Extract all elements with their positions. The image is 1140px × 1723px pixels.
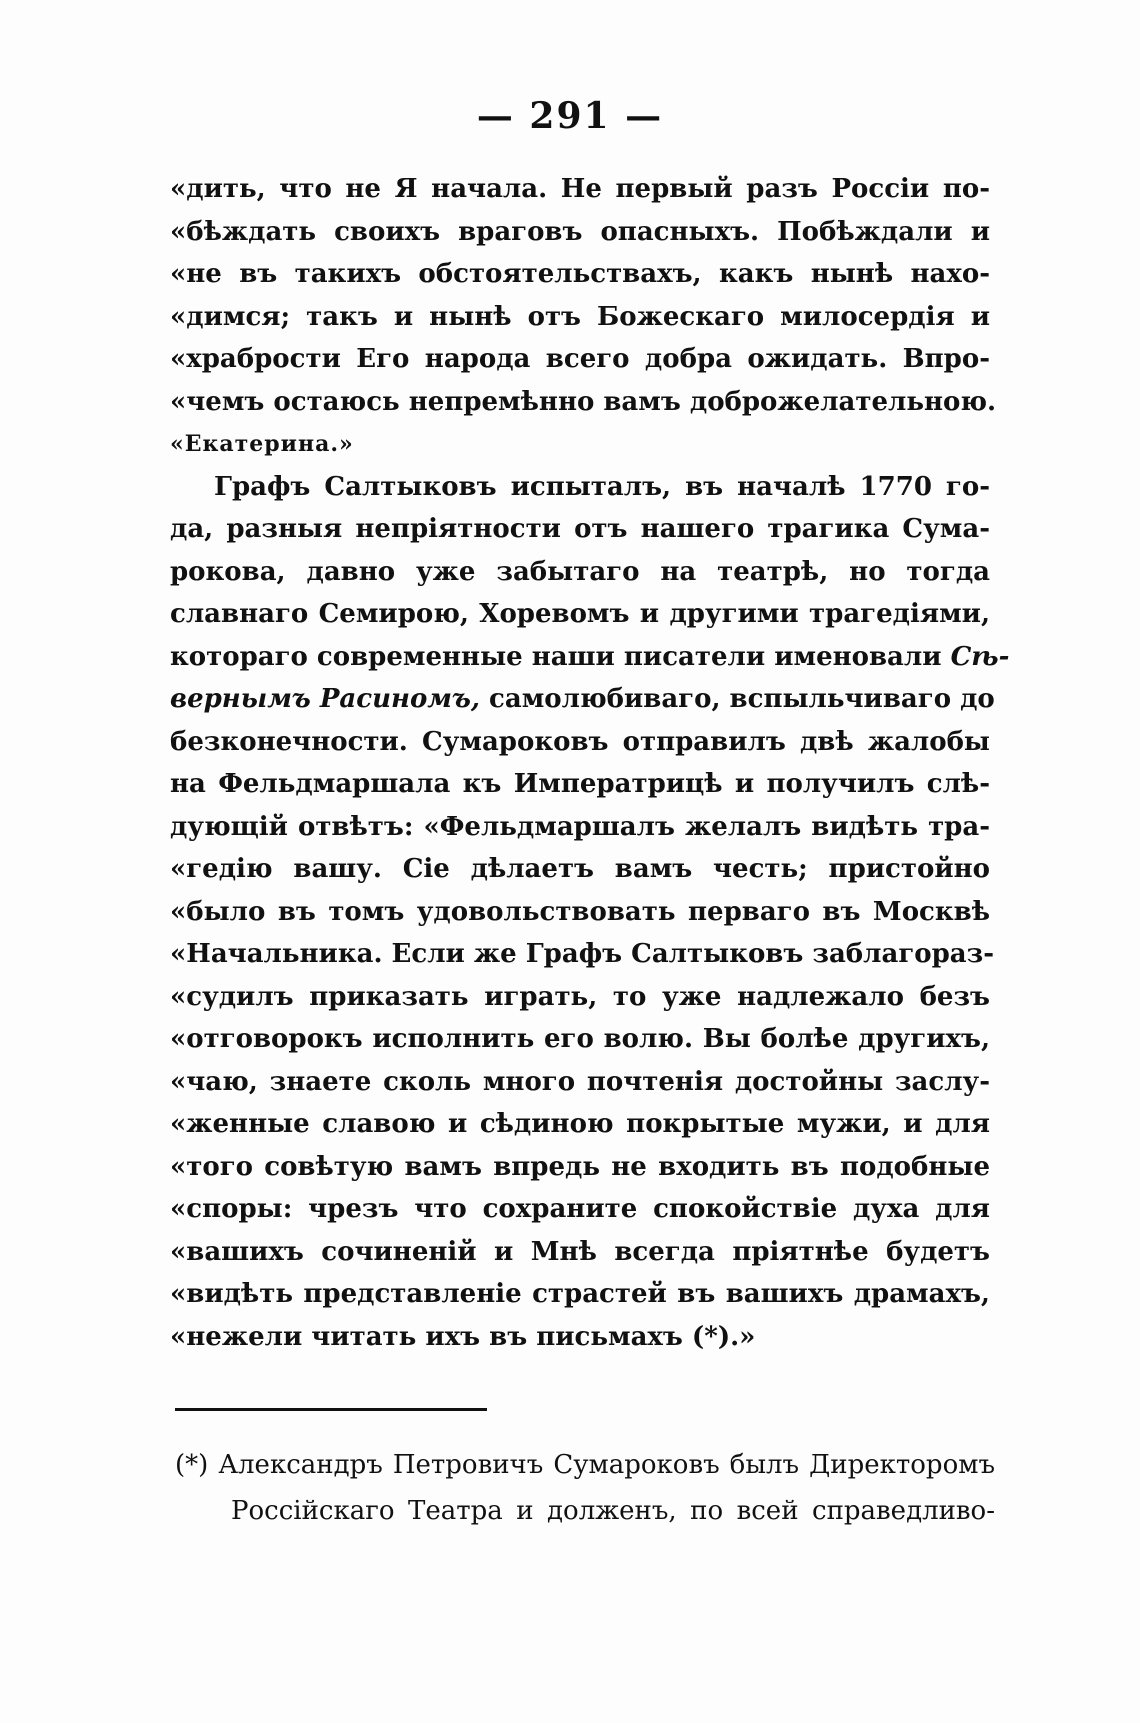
text-line: безконечности. Сумароковъ отправилъ двѣ жалобы: [170, 726, 990, 757]
text-line: «видѣть представленіе страстей въ вашихъ драмахъ,: [170, 1279, 990, 1309]
text-line: «димся; такъ и нынѣ отъ Божескаго милосердія и: [170, 301, 990, 332]
text-line-part: котораго современные наши писатели именовали: [170, 641, 942, 672]
paragraph-start-line: Графъ Салтыковъ испыталъ, въ началѣ 1770 го-: [214, 471, 990, 502]
text-line: «судилъ приказать играть, то уже надлежало безъ: [170, 981, 990, 1012]
text-line: «чемъ остаюсь непремѣнно вамъ доброжелательною.: [170, 386, 997, 417]
footnote-line: Россійскаго Театра и долженъ, по всей справедливо-: [231, 1496, 995, 1526]
letter-signature: «Екатерина.»: [170, 431, 354, 457]
text-line-with-italic: [170, 678, 995, 721]
text-line: «чаю, знаете сколь много почтенія достойны заслу-: [170, 1066, 990, 1097]
text-line: дующій отвѣтъ: «Фельдмаршалъ желалъ видѣть тра-: [170, 811, 990, 842]
text-line: «бѣждать своихъ враговъ опасныхъ. Побѣждали и: [170, 216, 990, 247]
text-line: «вашихъ сочиненій и Мнѣ всегда пріятнѣе будетъ: [170, 1236, 990, 1267]
footnote-line: (*) Александръ Петровичъ Сумароковъ былъ Директоромъ: [175, 1450, 995, 1480]
text-line-with-italic: [170, 636, 1010, 679]
text-line: «споры: чрезъ что сохраните спокойствіе духа для: [170, 1194, 990, 1224]
text-line: да, разныя непріятности отъ нашего трагика Сума-: [170, 514, 990, 544]
text-line: «того совѣтую вамъ впредь не входить въ подобные: [170, 1151, 990, 1182]
main-text: [170, 168, 1010, 1358]
text-line: на Фельдмаршала къ Императрицѣ и получилъ слѣ-: [170, 769, 990, 799]
text-line: «гедію вашу. Сіе дѣлаетъ вамъ честь; пристойно: [170, 854, 990, 884]
text-line: рокова, давно уже забытаго на театрѣ, но тогда: [170, 556, 990, 587]
text-line: «дить, что не Я начала. Не первый разъ Россіи по-: [170, 174, 990, 204]
footnote-divider: [175, 1408, 487, 1411]
italic-fragment: Сѣ-: [950, 641, 1010, 672]
text-line: «женные славою и сѣдиною покрытые мужи, и для: [170, 1109, 990, 1139]
text-line: «нежели читать ихъ въ письмахъ (*).»: [170, 1321, 756, 1352]
text-line: «было въ томъ удовольствовать перваго въ Москвѣ: [170, 896, 990, 927]
text-line: «Начальника. Если же Графъ Салтыковъ заблагораз-: [170, 939, 995, 969]
text-line: славнаго Семирою, Хоревомъ и другими трагедіями,: [170, 599, 990, 629]
italic-fragment: вернымъ Расиномъ,: [170, 684, 480, 714]
footnote: [175, 1442, 995, 1534]
text-line: «храбрости Его народа всего добра ожидать. Впро-: [170, 344, 990, 374]
text-line: «отговорокъ исполнить его волю. Вы болѣе другихъ,: [170, 1024, 990, 1054]
text-line-part: самолюбиваго, вспыльчиваго до: [489, 684, 995, 714]
text-line: «не въ такихъ обстоятельствахъ, какъ нынѣ нахо-: [170, 259, 990, 289]
page-number: — 291 —: [476, 95, 664, 137]
